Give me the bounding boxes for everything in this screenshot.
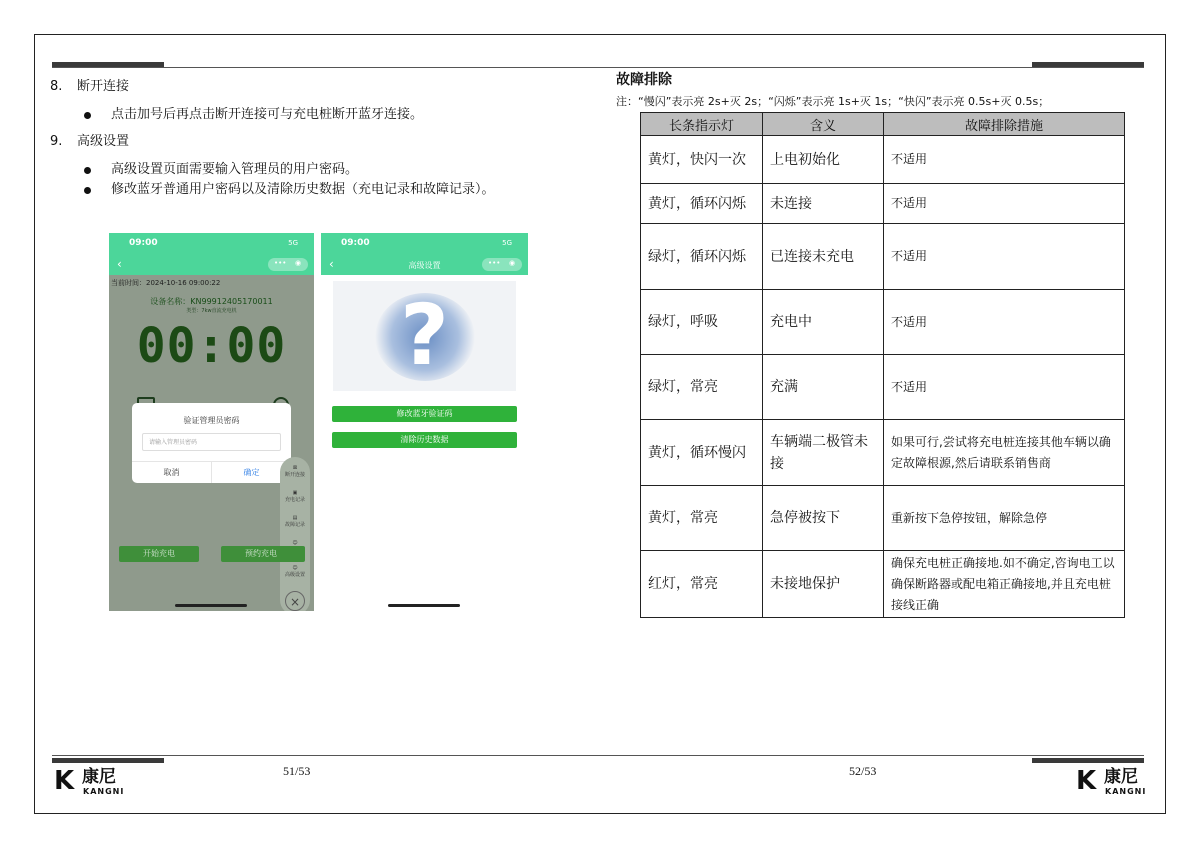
home-indicator: [388, 604, 460, 607]
start-charge-button[interactable]: 开始充电: [119, 546, 199, 562]
logo-cn: 康尼: [1104, 767, 1138, 787]
blink-note: 注：“慢闪”表示亮 2s+灭 2s；“闪烁”表示亮 1s+灭 1s；“快闪”表示亮 0.5s+灭 0.5s；: [616, 95, 1050, 108]
status-bar: [321, 233, 528, 255]
remedy-cell: 确保充电桩正确接地.如不确定,咨询电工以确保断路器或配电箱正确接地,并且充电桩接线正确: [884, 551, 1125, 618]
menu-charge-records[interactable]: ▣ 充电记录: [284, 490, 305, 503]
remedy-cell: 不适用: [884, 224, 1125, 290]
close-target-icon[interactable]: ◉: [509, 259, 516, 267]
meaning-cell: 充电中: [763, 290, 884, 355]
header-meaning: 含义: [763, 113, 884, 136]
section-9-bullet-1: 高级设置页面需要输入管理员的用户密码。: [111, 162, 359, 177]
menu-disconnect[interactable]: ⊠ 断开连接: [284, 465, 305, 478]
status-time: 09:00: [129, 238, 158, 248]
indicator-cell: 绿灯，常亮: [641, 355, 763, 420]
section-9-title: 高级设置: [77, 134, 130, 149]
page-number-left: 51/53: [283, 764, 311, 778]
section-9-number: 9.: [50, 134, 63, 149]
capsule-menu[interactable]: [268, 258, 308, 271]
reserve-charge-button[interactable]: 预约充电: [221, 546, 305, 562]
remedy-cell: 不适用: [884, 355, 1125, 420]
home-indicator: [175, 604, 247, 607]
footer-bar-left: [52, 758, 164, 763]
signal-icon: 5G: [502, 239, 512, 247]
table-row: [641, 355, 1125, 420]
remedy-cell: 如果可行,尝试将充电桩连接其他车辆以确定故障根源,然后请联系销售商: [884, 420, 1125, 486]
section-8-number: 8.: [50, 79, 63, 94]
menu-fault-records[interactable]: ▤ 故障记录: [284, 515, 305, 528]
table-row: [641, 551, 1125, 618]
fault-table: [640, 112, 1125, 618]
logo-en: KANGNI: [1105, 787, 1147, 796]
capsule-menu[interactable]: [482, 258, 522, 271]
indicator-cell: 黄灯，快闪一次: [641, 136, 763, 184]
indicator-cell: 绿灯，循环闪烁: [641, 224, 763, 290]
remedy-cell: 不适用: [884, 290, 1125, 355]
header-remedy: 故障排除措施: [884, 113, 1125, 136]
meaning-cell: 急停被按下: [763, 486, 884, 551]
floating-menu: [280, 457, 310, 611]
change-bluetooth-code-button[interactable]: 修改蓝牙验证码: [332, 406, 517, 422]
logo-en: KANGNI: [83, 787, 125, 796]
header-rule: [52, 67, 1144, 68]
remedy-cell: 不适用: [884, 136, 1125, 184]
table-row: [641, 290, 1125, 355]
more-icon[interactable]: •••: [274, 259, 287, 267]
kangni-logo-left: [54, 768, 134, 798]
indicator-cell: 红灯，常亮: [641, 551, 763, 618]
question-mark-image: [333, 281, 516, 391]
meaning-cell: 充满: [763, 355, 884, 420]
logo-cn: 康尼: [82, 767, 116, 787]
dimmed-content: [109, 275, 314, 611]
close-icon[interactable]: ×: [285, 591, 305, 611]
screen-title: 高级设置: [408, 261, 441, 270]
nav-bar: [321, 255, 528, 275]
table-row: [641, 136, 1125, 184]
logo-mark: K: [1076, 766, 1097, 796]
indicator-cell: 黄灯，循环闪烁: [641, 184, 763, 224]
header-bar-right: [1032, 62, 1144, 67]
status-time: 09:00: [341, 238, 370, 248]
table-header-row: [641, 113, 1125, 136]
indicator-cell: 黄灯，循环慢闪: [641, 420, 763, 486]
remedy-cell: 不适用: [884, 184, 1125, 224]
table-row: [641, 420, 1125, 486]
remedy-cell: 重新按下急停按钮，解除急停: [884, 486, 1125, 551]
dialog-cancel-button[interactable]: 取消: [163, 468, 180, 477]
menu-advanced-settings[interactable]: ☺ 高级设置: [284, 565, 305, 578]
meaning-cell: 未连接: [763, 184, 884, 224]
menu-device-manage[interactable]: ☺: [292, 540, 298, 546]
section-8-bullet: 点击加号后再点击断开连接可与充电桩断开蓝牙连接。: [111, 107, 424, 122]
charge-timer: 00:00: [136, 318, 287, 374]
meaning-cell: 上电初始化: [763, 136, 884, 184]
header-indicator: 长条指示灯: [641, 113, 763, 136]
password-placeholder: 请输入管理员密码: [149, 439, 198, 446]
password-input[interactable]: [142, 433, 281, 451]
troubleshooting-title: 故障排除: [616, 72, 672, 88]
logo-mark: K: [54, 766, 75, 796]
device-name: 设备名称：KN99912405170011: [150, 297, 273, 306]
phone-screenshot-advanced: [321, 233, 528, 611]
back-icon[interactable]: ‹: [329, 257, 334, 271]
bullet-dot: [84, 167, 91, 174]
table-row: [641, 224, 1125, 290]
dialog-title: 验证管理员密码: [183, 416, 240, 425]
question-mark-icon: ?: [400, 286, 449, 384]
close-target-icon[interactable]: ◉: [295, 259, 302, 267]
current-time: 当前时间：2024-10-16 09:00:22: [111, 279, 221, 287]
table-row: [641, 486, 1125, 551]
bullet-dot: [84, 112, 91, 119]
more-icon[interactable]: •••: [488, 259, 501, 267]
section-8-title: 断开连接: [77, 79, 130, 94]
page-number-right: 52/53: [849, 764, 877, 778]
indicator-cell: 绿灯，呼吸: [641, 290, 763, 355]
footer-rule: [52, 755, 1144, 756]
footer-bar-right: [1032, 758, 1144, 763]
section-9-bullet-2: 修改蓝牙普通用户密码以及清除历史数据（充电记录和故障记录）。: [111, 182, 495, 197]
clear-history-button[interactable]: 清除历史数据: [332, 432, 517, 448]
back-icon[interactable]: ‹: [117, 257, 122, 271]
dialog-confirm-button[interactable]: 确定: [243, 468, 260, 477]
signal-icon: 5G: [288, 239, 298, 247]
meaning-cell: 已连接未充电: [763, 224, 884, 290]
device-type: 类型：7kw直流充电机: [186, 308, 237, 314]
table-row: [641, 184, 1125, 224]
nav-bar: [109, 255, 314, 275]
phone-screenshot-main: [109, 233, 314, 611]
kangni-logo-right: [1076, 768, 1156, 798]
password-dialog: [132, 403, 291, 483]
bullet-dot: [84, 187, 91, 194]
meaning-cell: 未接地保护: [763, 551, 884, 618]
status-bar: [109, 233, 314, 255]
indicator-cell: 黄灯，常亮: [641, 486, 763, 551]
meaning-cell: 车辆端二极管未接: [763, 420, 884, 486]
